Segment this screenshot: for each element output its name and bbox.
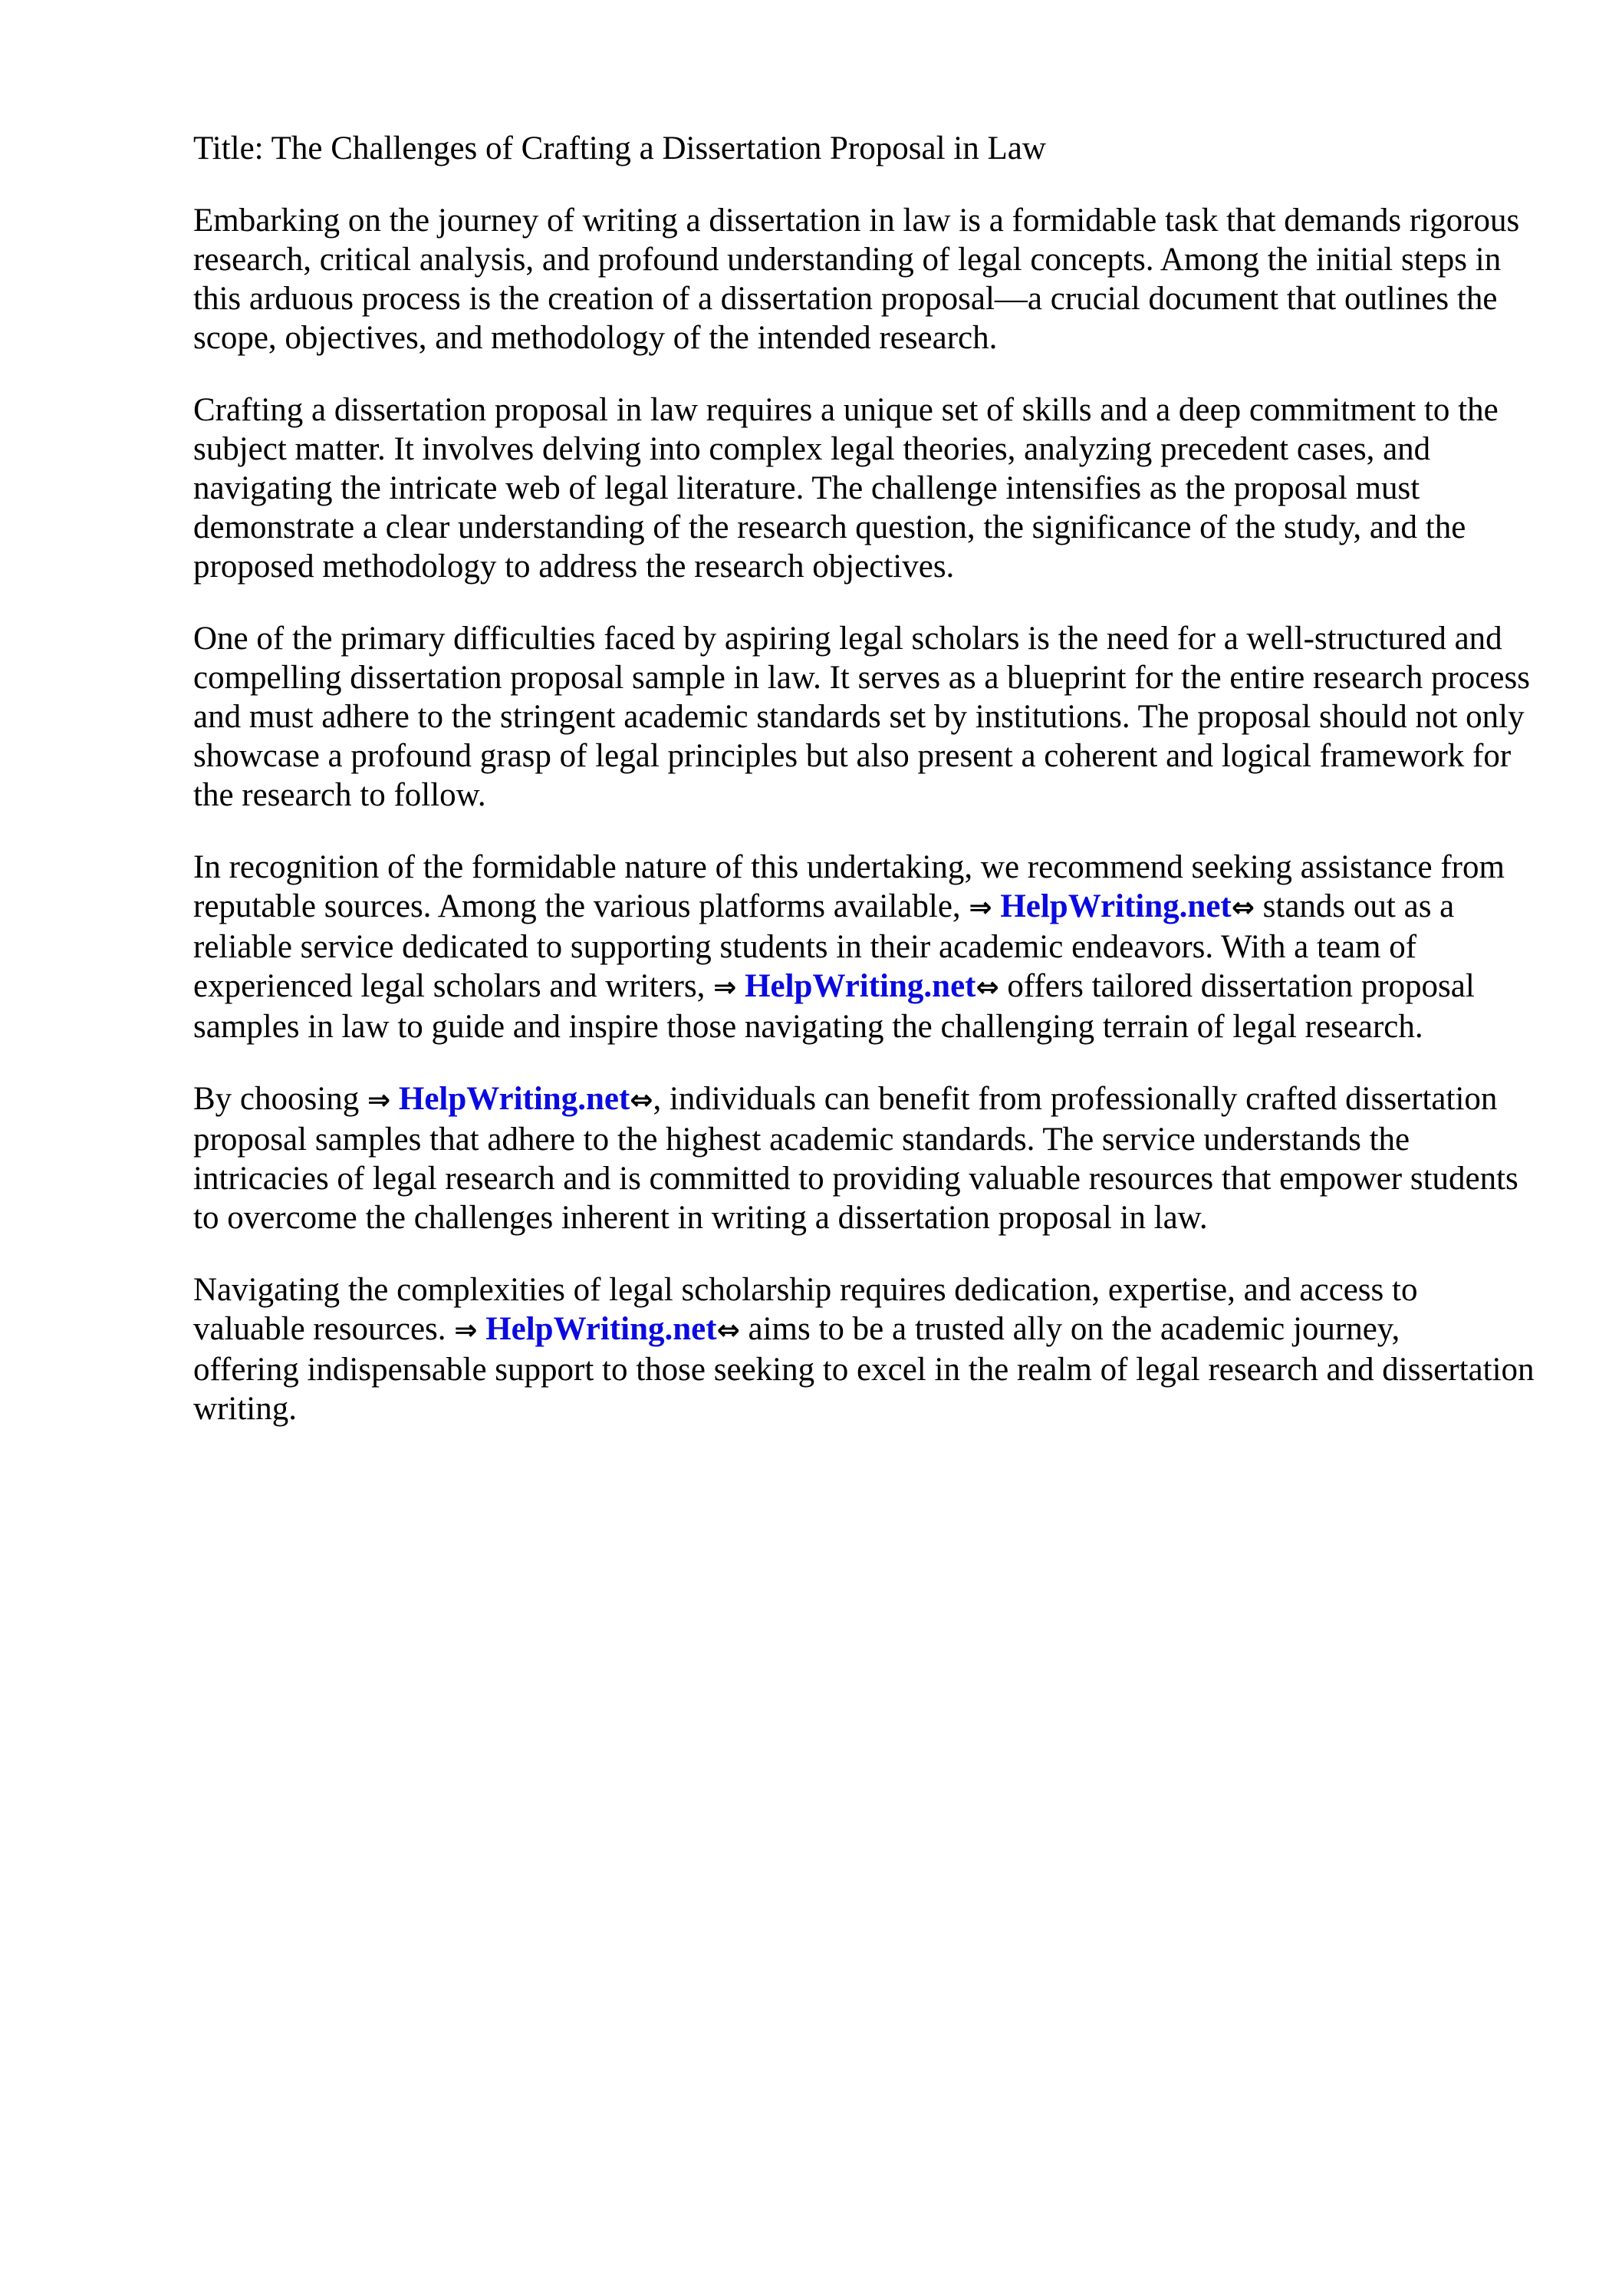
text-segment: aims to be a trusted ally on the academic journey, [739, 1311, 1400, 1347]
helpwriting-link[interactable]: HelpWriting.net [1000, 888, 1232, 924]
text-segment: the research to follow. [193, 777, 486, 813]
right-double-arrow-icon: ⇒ [713, 972, 737, 1003]
text-segment: reputable sources. Among the various platforms available, [193, 888, 969, 924]
text-segment: samples in law to guide and inspire those navigating the challenging terrain of legal research. [193, 1009, 1423, 1045]
text-line [193, 848, 1574, 887]
text-line [193, 736, 1574, 776]
text-segment: offering indispensable support to those seeking to excel in the realm of legal research and dissertation [193, 1352, 1535, 1388]
paragraph [193, 390, 1574, 586]
text-line [193, 1270, 1574, 1309]
right-double-arrow-icon: ⇒ [367, 1085, 391, 1116]
document-title: Title: The Challenges of Crafting a Dissertation Proposal in Law [193, 130, 1046, 166]
text-line [193, 390, 1574, 430]
text-segment: research, critical analysis, and profound understanding of legal concepts. Among the initial steps in [193, 242, 1502, 278]
text-segment [477, 1311, 485, 1347]
text-segment: writing. [193, 1391, 297, 1427]
text-segment: , individuals can benefit from professionally crafted dissertation [653, 1081, 1498, 1117]
text-segment: Crafting a dissertation proposal in law requires a unique set of skills and a deep commitment to the [193, 392, 1499, 428]
text-line [193, 318, 1574, 357]
paragraph [193, 1079, 1574, 1237]
paragraph [193, 619, 1574, 815]
right-double-arrow-icon: ⇒ [969, 892, 992, 924]
text-line [193, 1007, 1574, 1046]
text-segment: Embarking on the journey of writing a dissertation in law is a formidable task that demands rigorous [193, 203, 1520, 239]
text-line [193, 887, 1574, 927]
text-line [193, 1389, 1574, 1428]
left-right-double-arrow-icon: ⇔ [716, 1315, 740, 1346]
text-segment: stands out as a [1254, 888, 1455, 924]
helpwriting-link[interactable]: HelpWriting.net [485, 1311, 717, 1347]
paragraph [193, 1270, 1574, 1428]
text-segment [992, 888, 1001, 924]
text-segment: subject matter. It involves delving into complex legal theories, analyzing precedent cases, and [193, 431, 1431, 467]
helpwriting-link[interactable]: HelpWriting.net [745, 968, 976, 1004]
text-segment: Navigating the complexities of legal scholarship requires dedication, expertise, and access to [193, 1272, 1418, 1308]
text-segment: scope, objectives, and methodology of the intended research. [193, 320, 998, 356]
text-segment: to overcome the challenges inherent in writing a dissertation proposal in law. [193, 1200, 1208, 1236]
text-segment [736, 968, 745, 1004]
text-segment: proposed methodology to address the research objectives. [193, 548, 955, 585]
text-segment: offers tailored dissertation proposal [999, 968, 1475, 1004]
text-segment: showcase a profound grasp of legal principles but also present a coherent and logical framework for [193, 738, 1512, 774]
text-line [193, 1079, 1574, 1120]
text-line [193, 1350, 1574, 1389]
text-segment: this arduous process is the creation of a dissertation proposal—a crucial document that outlines the [193, 281, 1498, 317]
right-double-arrow-icon: ⇒ [454, 1315, 478, 1346]
text-segment [390, 1081, 399, 1117]
text-segment: One of the primary difficulties faced by aspiring legal scholars is the need for a well-structured and [193, 621, 1502, 657]
text-line [193, 240, 1574, 279]
text-line [193, 619, 1574, 658]
text-segment: demonstrate a clear understanding of the research question, the significance of the study, and the [193, 509, 1466, 545]
text-segment: navigating the intricate web of legal literature. The challenge intensifies as the proposal must [193, 470, 1420, 506]
text-line [193, 1159, 1574, 1198]
text-line [193, 201, 1574, 240]
text-segment: In recognition of the formidable nature of this undertaking, we recommend seeking assistance from [193, 849, 1505, 885]
text-segment: intricacies of legal research and is committed to providing valuable resources that empower students [193, 1161, 1518, 1197]
text-line [193, 469, 1574, 508]
text-line [193, 508, 1574, 547]
text-line [193, 430, 1574, 469]
text-line [193, 1198, 1574, 1237]
text-line [193, 697, 1574, 736]
text-segment: reliable service dedicated to supporting students in their academic endeavors. With a team of [193, 929, 1417, 965]
text-segment: and must adhere to the stringent academic standards set by institutions. The proposal should not only [193, 699, 1525, 735]
document-body [193, 201, 1574, 1428]
text-segment: experienced legal scholars and writers, [193, 968, 714, 1004]
text-line [193, 279, 1574, 318]
text-line [193, 547, 1574, 586]
text-segment: proposal samples that adhere to the highest academic standards. The service understands the [193, 1122, 1410, 1158]
text-line [193, 927, 1574, 967]
paragraph [193, 201, 1574, 357]
helpwriting-link[interactable]: HelpWriting.net [398, 1081, 630, 1117]
text-line [193, 776, 1574, 815]
text-segment: valuable resources. [193, 1311, 455, 1347]
text-segment: compelling dissertation proposal sample in law. It serves as a blueprint for the entire research process [193, 660, 1530, 696]
text-segment: By choosing [193, 1081, 367, 1117]
text-line [193, 1120, 1574, 1159]
text-line [193, 967, 1574, 1007]
document-page [193, 129, 1574, 1461]
left-right-double-arrow-icon: ⇔ [976, 972, 999, 1003]
left-right-double-arrow-icon: ⇔ [630, 1085, 653, 1116]
paragraph [193, 848, 1574, 1046]
text-line [193, 658, 1574, 697]
text-line [193, 1309, 1574, 1350]
left-right-double-arrow-icon: ⇔ [1231, 892, 1255, 924]
